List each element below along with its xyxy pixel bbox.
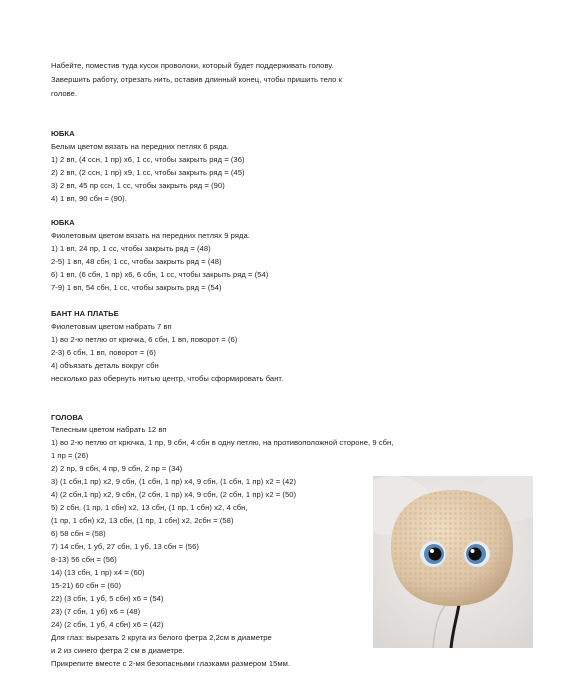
section-heading-bow: БАНТ НА ПЛАТЬЕ bbox=[51, 309, 119, 318]
section-line: несколько раз обернуть нитью центр, чтобы сформировать бант. bbox=[51, 374, 284, 383]
intro-line: Набейте, поместив туда кусок проволоки, который будет поддерживать голову. bbox=[51, 61, 334, 70]
intro-line: голове. bbox=[51, 89, 78, 98]
section-line: 2) 2 вп, (2 ссн, 1 пр) х9, 1 сс, чтобы закрыть ряд = (45) bbox=[51, 168, 245, 177]
section-heading-head: ГОЛОВА bbox=[51, 413, 84, 422]
section-line: 7-9) 1 вп, 54 сбн, 1 сс, чтобы закрыть ряд = (54) bbox=[51, 283, 222, 292]
section-line: 1) во 2-ю петлю от крючка, 1 пр, 9 сбн, 4 сбн в одну петлю, на противоположной стороне, 9 сбн, bbox=[51, 438, 394, 447]
section-line: 4) (2 сбн,1 пр) х2, 9 сбн, (2 сбн, 1 пр) х4, 9 сбн, (2 сбн, 1 пр) х2 = (50) bbox=[51, 490, 297, 499]
section-line: 8-13) 56 сбн = (56) bbox=[51, 555, 117, 564]
intro-line: Завершить работу, отрезать нить, оставив длинный конец, чтобы пришить тело к bbox=[51, 75, 342, 84]
section-line: 22) (3 сбн, 1 уб, 5 сбн) х6 = (54) bbox=[51, 594, 164, 603]
section-line: и 2 из синего фетра 2 см в диаметре. bbox=[51, 646, 185, 655]
section-line: 6) 1 вп, (6 сбн, 1 пр) х6, 6 сбн, 1 сс, чтобы закрыть ряд = (54) bbox=[51, 270, 269, 279]
section-line: Для глаз: вырезать 2 круга из белого фетра 2,2см в диаметре bbox=[51, 633, 272, 642]
section-line: 2-5) 1 вп, 48 сбн, 1 сс, чтобы закрыть ряд = (48) bbox=[51, 257, 222, 266]
section-line: 1 пр = (26) bbox=[51, 451, 89, 460]
section-line: 15-21) 60 сбн = (60) bbox=[51, 581, 122, 590]
section-line: 24) (2 сбн, 1 уб, 4 сбн) х6 = (42) bbox=[51, 620, 164, 629]
section-line: 3) 2 вп, 45 пр ссн, 1 сс, чтобы закрыть ряд = (90) bbox=[51, 181, 225, 190]
section-line: Белым цветом вязать на передних петлях 6 ряда. bbox=[51, 142, 229, 151]
section-line: 3) (1 сбн,1 пр) х2, 9 сбн, (1 сбн, 1 пр) х4, 9 сбн, (1 сбн, 1 пр) х2 = (42) bbox=[51, 477, 297, 486]
section-line: 1) 2 вп, (4 ссн, 1 пр) х6, 1 сс, чтобы закрыть ряд = (36) bbox=[51, 155, 245, 164]
section-line: 14) (13 сбн, 1 пр) х4 = (60) bbox=[51, 568, 145, 577]
section-line: Прикрепите вместе с 2-мя безопасными глазками размером 15мм. bbox=[51, 659, 291, 668]
section-line: Фиолетовым цветом набрать 7 вп bbox=[51, 322, 172, 331]
section-heading-skirt-white: ЮБКА bbox=[51, 129, 75, 138]
crochet-head-photo bbox=[373, 476, 533, 648]
section-line: 2-3) 6 сбн, 1 вп, поворот = (6) bbox=[51, 348, 156, 357]
section-line: 4) 1 вп, 90 сбн = (90). bbox=[51, 194, 127, 203]
section-line: 7) 14 сбн, 1 уб, 27 сбн, 1 уб, 13 сбн = (56) bbox=[51, 542, 199, 551]
section-heading-skirt-violet: ЮБКА bbox=[51, 218, 75, 227]
section-line: 23) (7 сбн, 1 уб) х6 = (48) bbox=[51, 607, 141, 616]
section-line: 2) 2 пр, 9 сбн, 4 пр, 9 сбн, 2 пр = (34) bbox=[51, 464, 183, 473]
section-line: Телесным цветом набрать 12 вп bbox=[51, 425, 167, 434]
section-line: 4) объязать деталь вокруг сбн bbox=[51, 361, 159, 370]
section-line: 5) 2 сбн, (1 пр, 1 сбн) х2, 13 сбн, (1 пр, 1 сбн) х2, 4 сбн, bbox=[51, 503, 248, 512]
section-line: 1) 1 вп, 24 пр, 1 сс, чтобы закрыть ряд = (48) bbox=[51, 244, 211, 253]
section-line: 1) во 2-ю петлю от крючка, 6 сбн, 1 вп, поворот = (6) bbox=[51, 335, 238, 344]
section-line: 6) 58 сбн = (58) bbox=[51, 529, 106, 538]
section-line: (1 пр, 1 сбн) х2, 13 сбн, (1 пр, 1 сбн) х2, 2сбн = (58) bbox=[51, 516, 234, 525]
section-line: Фиолетовым цветом вязать на передних петлях 9 ряда. bbox=[51, 231, 250, 240]
